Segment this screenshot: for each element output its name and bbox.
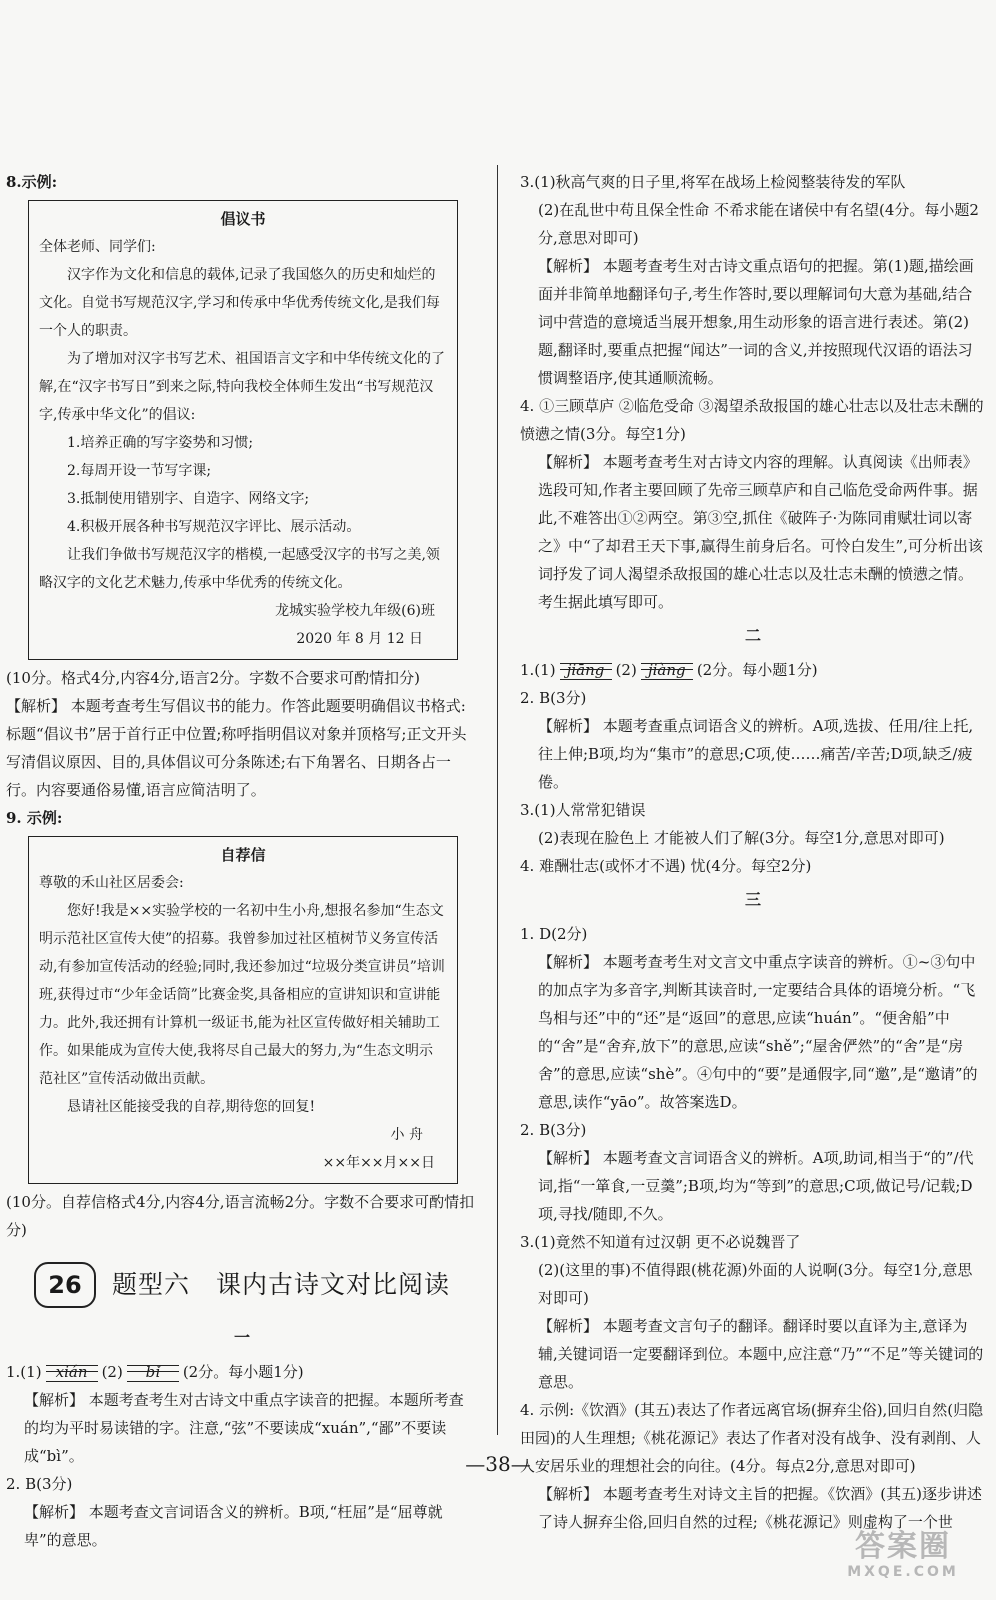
r2-q3-2: (2)表现在脸色上 才能被人们了解(3分。每空1分,意思对即可) bbox=[538, 829, 945, 847]
banner-subject: 课内古诗文对比阅读 bbox=[216, 1270, 451, 1299]
proposal-item: 3.抵制使用错别字、自造字、网络文字; bbox=[67, 491, 310, 507]
q-num: 1.(1) bbox=[520, 661, 556, 679]
l-q1-analysis: 【解析】 本题考查考生对古诗文中重点字读音的把握。本题所考查的均为平时易读错的字。注意,“弦”不要读成“xuán”,“鄙”不要读成“bì”。 bbox=[24, 1391, 464, 1465]
r3-q4-analysis: 【解析】 本题考查考生对诗文主旨的把握。《饮酒》(其五)逐步讲述了诗人摒弃尘俗,回归自然的过程;《桃花源记》则虚构了一个世 bbox=[538, 1485, 982, 1531]
left-column bbox=[6, 168, 478, 1554]
watermark-logo bbox=[838, 1530, 968, 1580]
r-q3-analysis: 【解析】 本题考查考生对古诗文重点语句的把握。第(1)题,描绘画面并非简单地翻译句子,考生作答时,要以理解词句大意为基础,结合词中营造的意境适当展开想象,用生动形象的语言进行表述。第(2)题,翻译时,要重点把握“闻达”一词的含义,并按照现代汉语的语法习惯调整语序,使其通顺流畅。 bbox=[538, 257, 974, 387]
proposal-item: 1.培养正确的写字姿势和习惯; bbox=[67, 435, 254, 451]
banner-number: 26 bbox=[34, 1262, 96, 1308]
proposal-para: 汉字作为文化和信息的载体,记录了我国悠久的历史和灿烂的文化。自觉书写规范汉字,学习和传承中华优秀传统文化,是我们每一个人的职责。 bbox=[39, 267, 440, 339]
self-rec-signature: 小 舟 bbox=[390, 1127, 423, 1143]
r3-q4: 4. 示例:《饮酒》(其五)表达了作者远离官场(摒弃尘俗),回归自然(归隐田园)的人生理想;《桃花源记》表达了作者对没有战争、没有剥削、人人安居乐业的理想社会的向往。(4分。每点2分,意思对即可) bbox=[520, 1401, 984, 1475]
self-rec-para: 恳请社区能接受我的自荐,期待您的回复! bbox=[67, 1099, 316, 1115]
watermark-text: 答案圈 bbox=[855, 1529, 951, 1564]
q-score: (2分。每小题1分) bbox=[182, 1363, 304, 1381]
q-score: (2分。每小题1分) bbox=[696, 661, 818, 679]
r-q3-2: (2)在乱世中苟且保全性命 不希求能在诸侯中有名望(4分。每小题2分,意思对即可) bbox=[538, 201, 979, 247]
l-q2-analysis: 【解析】 本题考查文言词语含义的辨析。B项,“枉屈”是“屈尊就卑”的意思。 bbox=[24, 1503, 443, 1549]
r3-q2-analysis: 【解析】 本题考查文言词语含义的辨析。A项,助词,相当于“的”/代词,指“一箪食,一豆羹”;B项,均为“等到”的意思;C项,做记号/记载;D项,寻找/随即,不久。 bbox=[538, 1149, 974, 1223]
r-q4: 4. ①三顾草庐 ②临危受命 ③渴望杀敌报国的雄心壮志以及壮志未酬的愤懑之情(3分。每空1分) bbox=[520, 397, 984, 443]
r2-q4: 4. 难酬壮志(或怀才不遇) 忧(4分。每空2分) bbox=[520, 857, 812, 875]
r-q3-1: 3.(1)秋高气爽的日子里,将军在战场上检阅整装待发的军队 bbox=[520, 173, 906, 191]
r-q4-analysis: 【解析】 本题考查考生对古诗文内容的理解。认真阅读《出师表》选段可知,作者主要回顾了先帝三顾草庐和自己临危受命两件事。据此,不难答出①②两空。第③空,抓住《破阵子·为陈同甫赋壮词以寄之》中“了却君王天下事,赢得生前身后名。可怜白发生”,可分析出该词抒发了词人渴望杀敌报国的雄心壮志以及壮志未酬的愤懑之情。考生据此填写即可。 bbox=[538, 453, 983, 611]
proposal-item: 2.每周开设一节写字课; bbox=[67, 463, 212, 479]
l-q1 bbox=[6, 1358, 478, 1386]
r2-q1 bbox=[520, 656, 986, 684]
self-recommendation-box bbox=[28, 836, 458, 1184]
self-rec-title: 自荐信 bbox=[220, 846, 266, 864]
section-banner bbox=[34, 1262, 478, 1308]
r2-q3-1: 3.(1)人常常犯错误 bbox=[520, 801, 646, 819]
q9-score: (10分。自荐信格式4分,内容4分,语言流畅2分。字数不合要求可酌情扣分) bbox=[6, 1193, 475, 1239]
q-num: 1.(1) bbox=[6, 1363, 42, 1381]
q-num: (2) bbox=[615, 661, 637, 679]
proposal-greeting: 全体老师、同学们: bbox=[39, 239, 156, 255]
proposal-para: 让我们争做书写规范汉字的楷模,一起感受汉字的书写之美,领略汉字的文化艺术魅力,传承中华优秀的传统文化。 bbox=[39, 547, 440, 591]
pinyin-box: bǐ bbox=[127, 1363, 179, 1382]
r3-q3-analysis: 【解析】 本题考查文言句子的翻译。翻译时要以直译为主,意译为辅,关键词语一定要翻译到位。本题中,应注意“乃”“不足”等关键词的意思。 bbox=[538, 1317, 984, 1391]
r3-q1: 1. D(2分) bbox=[520, 925, 588, 943]
banner-title bbox=[112, 1271, 476, 1299]
proposal-letter-box bbox=[28, 200, 458, 660]
q9-heading: 9. 示例: bbox=[6, 809, 63, 827]
q-num: (2) bbox=[101, 1363, 123, 1381]
self-rec-date: ××年××月××日 bbox=[322, 1155, 435, 1171]
r3-q2: 2. B(3分) bbox=[520, 1121, 587, 1139]
self-rec-greeting: 尊敬的禾山社区居委会: bbox=[39, 875, 184, 891]
q8-score: (10分。格式4分,内容4分,语言2分。字数不合要求可酌情扣分) bbox=[6, 669, 420, 687]
watermark-domain: MXQE.COM bbox=[847, 1564, 959, 1580]
proposal-item: 4.积极开展各种书写规范汉字评比、展示活动。 bbox=[67, 519, 361, 535]
l-q2: 2. B(3分) bbox=[6, 1475, 73, 1493]
section-three-heading: 三 bbox=[744, 890, 761, 909]
self-rec-para: 您好!我是××实验学校的一名初中生小舟,想报名参加“生态文明示范社区宣传大使”的招募。我曾参加过社区植树节义务宣传活动,有参加宣传活动的经验;同时,我还参加过“垃圾分类宣讲员”培训班,获得过市“少年金话筒”比赛金奖,具备相应的宣讲知识和宣讲能力。此外,我还拥有计算机一级证书,能为社区宣传做好相关辅助工作。如果能成为宣传大使,我将尽自己最大的努力,为“生态文明示范社区”宣传活动做出贡献。 bbox=[39, 903, 445, 1087]
proposal-para: 为了增加对汉字书写艺术、祖国语言文字和中华传统文化的了解,在“汉字书写日”到来之际,特向我校全体师生发出“书写规范汉字,传承中华文化”的倡议: bbox=[39, 351, 445, 423]
pinyin-box: xián bbox=[46, 1363, 98, 1382]
q8-heading: 8.示例: bbox=[6, 173, 58, 191]
banner-type: 题型六 bbox=[112, 1270, 191, 1299]
q8-analysis: 【解析】 本题考查考生写倡议书的能力。作答此题要明确倡议书格式:标题“倡议书”居于首行正中位置;称呼指明倡议对象并顶格写;正文开头写清倡议原因、目的,具体倡议可分条陈述;右下角署名、日期各占一行。内容要通俗易懂,语言应简洁明了。 bbox=[6, 697, 467, 799]
column-divider bbox=[497, 165, 498, 1435]
proposal-title: 倡议书 bbox=[220, 210, 266, 228]
r2-q2: 2. B(3分) bbox=[520, 689, 587, 707]
pinyin-box: jiāng bbox=[560, 661, 612, 680]
r3-q1-analysis: 【解析】 本题考查考生对文言文中重点字读音的辨析。①~③句中的加点字为多音字,判断其读音时,一定要结合具体的语境分析。“飞鸟相与还”中的“还”是“返回”的意思,应读“huán”。“便舍船”中的“舍”是“舍弃,放下”的意思,应读“shě”;“屋舍俨然”的“舍”是“房舍”的意思,应读“shè”。④句中的“要”是通假字,同“邀”,是“邀请”的意思,读作“yāo”。故答案选D。 bbox=[538, 953, 978, 1111]
section-two-heading: 二 bbox=[744, 626, 761, 645]
r2-q2-analysis: 【解析】 本题考查重点词语含义的辨析。A项,选拔、任用/往上托,往上伸;B项,均为“集市”的意思;C项,使……痛苦/辛苦;D项,缺乏/疲倦。 bbox=[538, 717, 974, 791]
r3-q3-2: (2)(这里的事)不值得跟(桃花源)外面的人说啊(3分。每空1分,意思对即可) bbox=[538, 1261, 973, 1307]
proposal-signature: 龙城实验学校九年级(6)班 bbox=[275, 603, 435, 619]
pinyin-box: jiàng bbox=[641, 661, 693, 680]
section-one-heading: 一 bbox=[233, 1328, 250, 1347]
r3-q3-1: 3.(1)竟然不知道有过汉朝 更不必说魏晋了 bbox=[520, 1233, 801, 1251]
right-column bbox=[520, 168, 986, 1536]
page-number: —38— bbox=[465, 1452, 531, 1476]
proposal-date: 2020 年 8 月 12 日 bbox=[296, 631, 423, 647]
